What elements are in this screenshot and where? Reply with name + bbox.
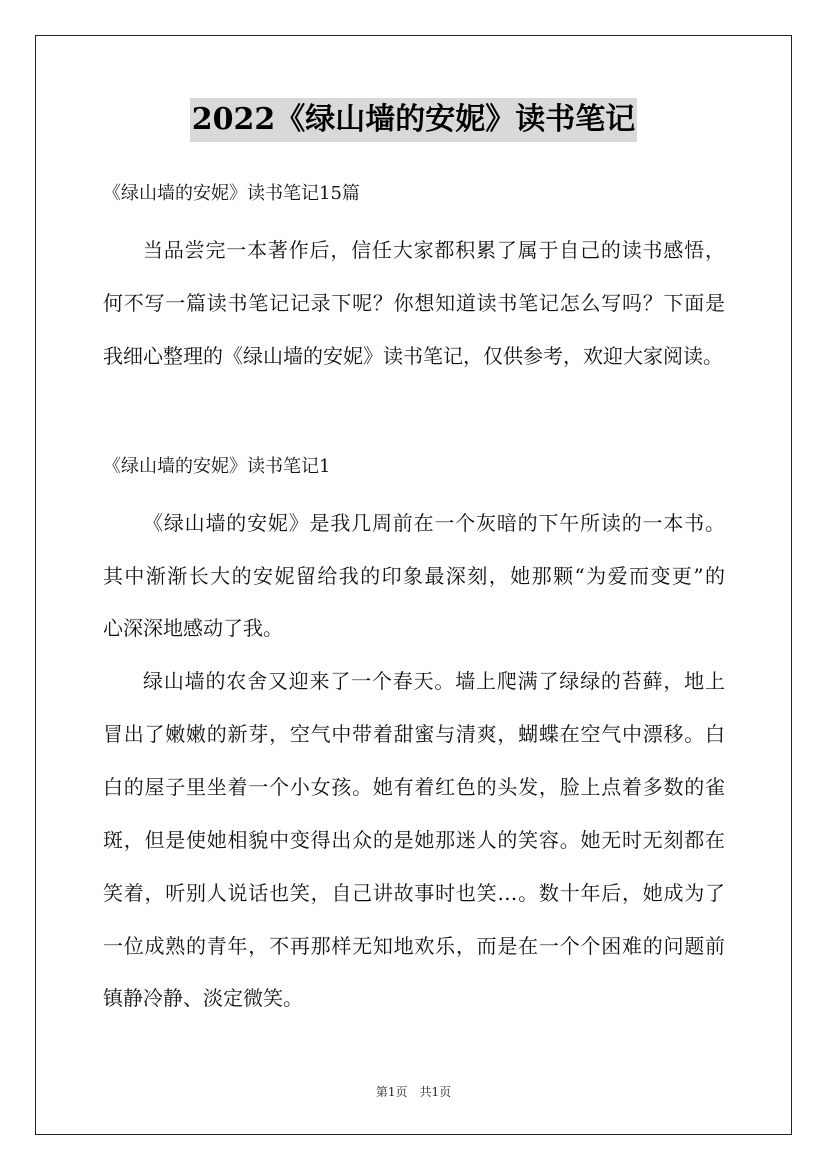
intro-line: 当品尝完一本著作后，信任大家都积累了属于自己的读书感悟， (143, 238, 725, 262)
document-subtitle: 《绿山墙的安妮》读书笔记15篇 (103, 183, 360, 204)
para1-line: 其中渐渐长大的安妮留给我的印象最深刻，她那颗“为爱而变更”的 (103, 564, 725, 588)
para2-line: 冒出了嫩嫩的新芽，空气中带着甜蜜与清爽，蝴蝶在空气中漂移。白 (103, 722, 725, 746)
para2-line: 一位成熟的青年，不再那样无知地欢乐，而是在一个个困难的问题前 (103, 934, 725, 958)
para2-line: 斑，但是使她相貌中变得出众的是她那迷人的笑容。她无时无刻都在 (103, 828, 725, 852)
title-wrap (0, 98, 827, 142)
document-title: 2022《绿山墙的安妮》读书笔记 (190, 98, 638, 142)
para1-line: 《绿山墙的安妮》是我几周前在一个灰暗的下午所读的一本书。 (143, 511, 725, 535)
para2-line: 笑着，听别人说话也笑，自己讲故事时也笑…。数十年后，她成为了 (103, 881, 725, 905)
intro-line: 我细心整理的《绿山墙的安妮》读书笔记，仅供参考，欢迎大家阅读。 (103, 344, 723, 368)
para2-line: 绿山墙的农舍又迎来了一个春天。墙上爬满了绿绿的苔藓，地上 (143, 669, 725, 693)
section-heading: 《绿山墙的安妮》读书笔记1 (103, 456, 331, 477)
para1-line: 心深深地感动了我。 (103, 616, 283, 640)
para2-line: 白的屋子里坐着一个小女孩。她有着红色的头发，脸上点着多数的雀 (103, 775, 725, 799)
para2-line: 镇静冷静、淡定微笑。 (103, 986, 303, 1010)
page-footer: 第1页 共1页 (375, 1085, 452, 1099)
intro-line: 何不写一篇读书笔记记录下呢？你想知道读书笔记怎么写吗？下面是 (103, 291, 725, 315)
